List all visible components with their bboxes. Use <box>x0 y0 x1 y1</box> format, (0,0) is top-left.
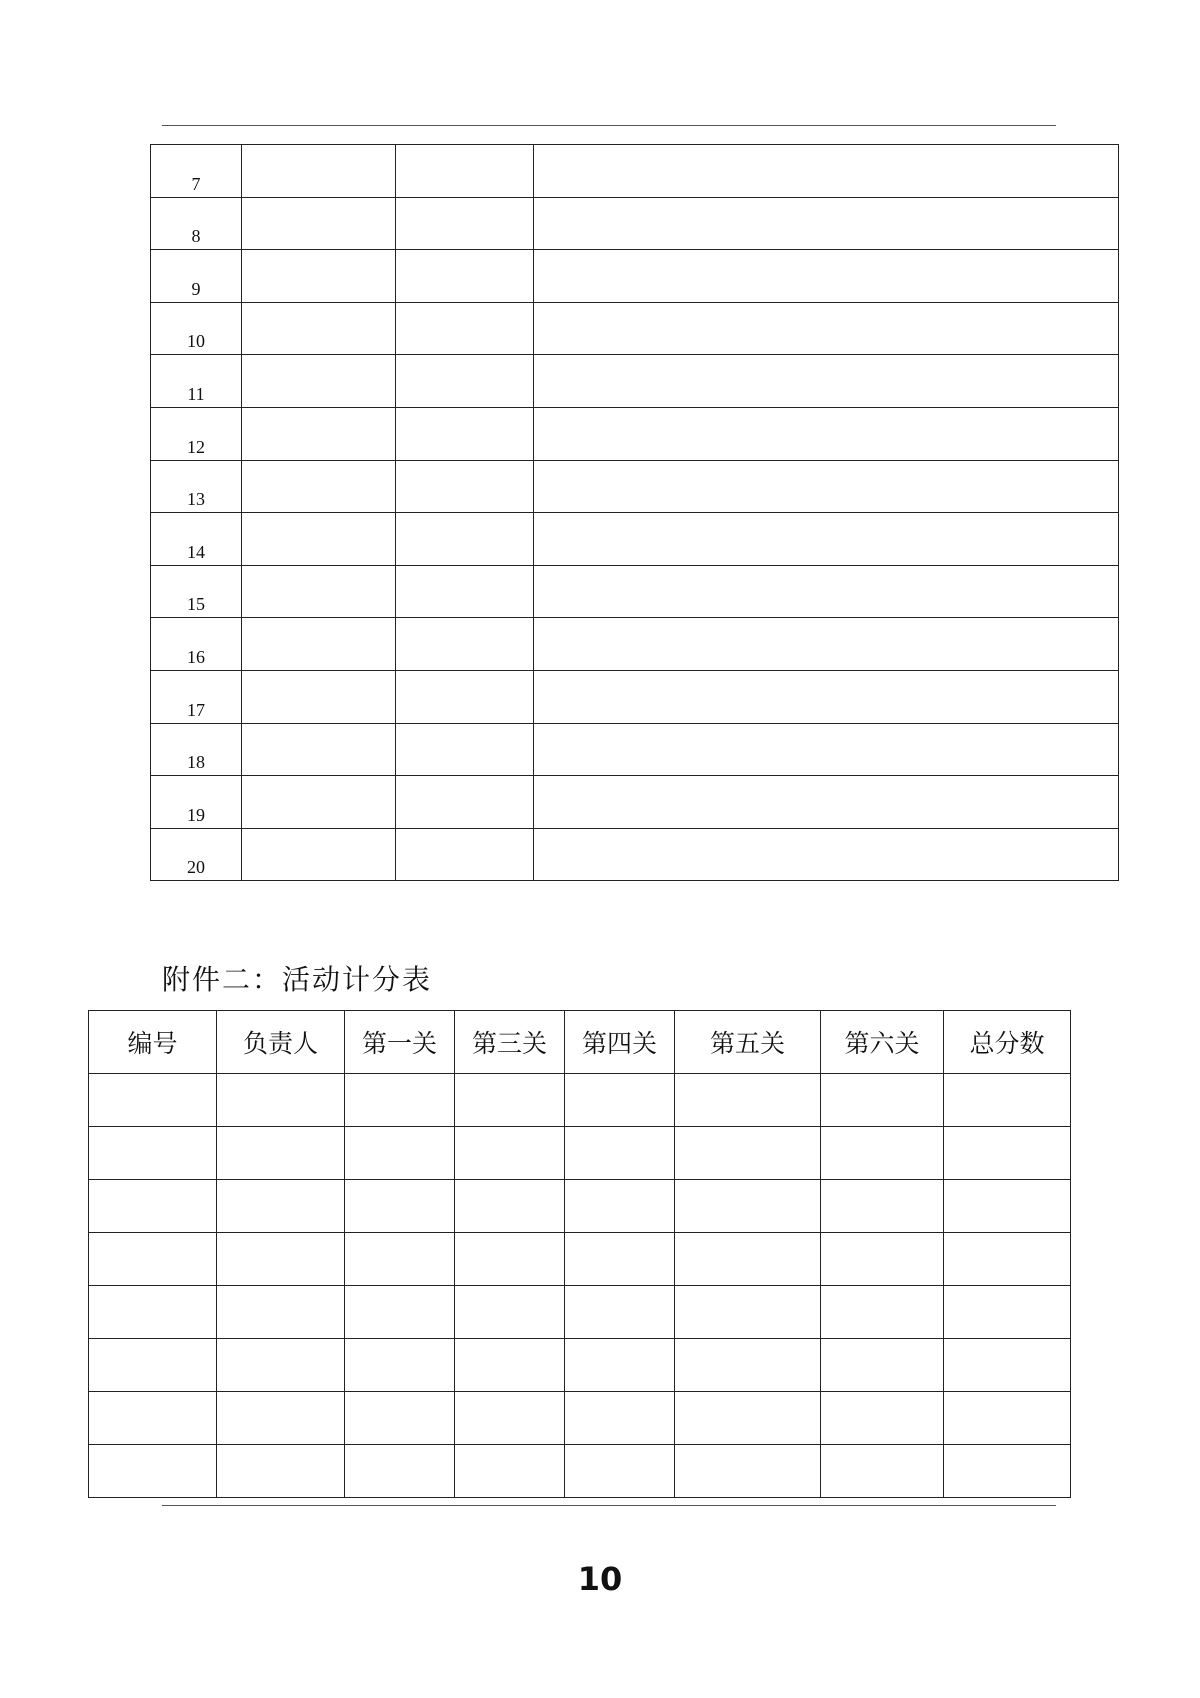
table-cell <box>565 1339 675 1392</box>
table-cell <box>242 145 396 198</box>
table-cell <box>396 565 534 618</box>
table-row <box>151 565 1119 618</box>
table-cell <box>534 460 1119 513</box>
table-row <box>89 1339 1071 1392</box>
table-cell <box>345 1445 455 1498</box>
table-cell <box>565 1180 675 1233</box>
table-row <box>151 250 1119 303</box>
table-cell <box>89 1233 217 1286</box>
table-cell <box>217 1233 345 1286</box>
table-cell <box>455 1233 565 1286</box>
row-number: 8 <box>151 197 242 250</box>
table-row <box>151 460 1119 513</box>
table-cell <box>534 670 1119 723</box>
table-cell <box>345 1392 455 1445</box>
table-cell <box>534 828 1119 881</box>
table-cell <box>396 513 534 566</box>
table-cell <box>455 1445 565 1498</box>
table-cell <box>217 1286 345 1339</box>
table-cell <box>396 460 534 513</box>
table-cell <box>675 1180 821 1233</box>
table-cell <box>455 1127 565 1180</box>
table-row <box>151 407 1119 460</box>
table-cell <box>821 1233 944 1286</box>
table-cell <box>534 250 1119 303</box>
table-cell <box>217 1392 345 1445</box>
table-cell <box>345 1339 455 1392</box>
table-cell <box>455 1180 565 1233</box>
table-row <box>89 1286 1071 1339</box>
footer-rule <box>162 1505 1056 1506</box>
table-cell <box>242 302 396 355</box>
table-cell <box>565 1127 675 1180</box>
table-cell <box>565 1233 675 1286</box>
table-cell <box>242 618 396 671</box>
table-cell <box>534 407 1119 460</box>
column-header: 编号 <box>89 1011 217 1074</box>
table-cell <box>396 355 534 408</box>
table-row <box>151 513 1119 566</box>
column-header: 第六关 <box>821 1011 944 1074</box>
table-cell <box>821 1180 944 1233</box>
table-cell <box>89 1074 217 1127</box>
table-cell <box>242 407 396 460</box>
table-row <box>151 302 1119 355</box>
column-header: 第五关 <box>675 1011 821 1074</box>
table-cell <box>455 1286 565 1339</box>
score-table-header-row <box>89 1011 1071 1074</box>
row-number: 18 <box>151 723 242 776</box>
table-cell <box>345 1286 455 1339</box>
row-number: 11 <box>151 355 242 408</box>
row-number: 20 <box>151 828 242 881</box>
table-cell <box>944 1339 1071 1392</box>
table-cell <box>89 1392 217 1445</box>
table-cell <box>821 1074 944 1127</box>
row-number: 9 <box>151 250 242 303</box>
table-cell <box>455 1392 565 1445</box>
row-number: 12 <box>151 407 242 460</box>
table-cell <box>242 513 396 566</box>
row-number: 13 <box>151 460 242 513</box>
table-cell <box>217 1339 345 1392</box>
attachment-title: 附件二：活动计分表 <box>162 963 433 996</box>
header-rule <box>162 125 1056 126</box>
table-cell <box>675 1286 821 1339</box>
table-cell <box>396 197 534 250</box>
table-cell <box>534 513 1119 566</box>
column-header: 总分数 <box>944 1011 1071 1074</box>
table-cell <box>821 1286 944 1339</box>
table-cell <box>396 723 534 776</box>
table-row <box>151 355 1119 408</box>
table-row <box>89 1127 1071 1180</box>
table-cell <box>396 145 534 198</box>
table-cell <box>565 1286 675 1339</box>
table-cell <box>534 723 1119 776</box>
column-header: 第四关 <box>565 1011 675 1074</box>
table-cell <box>396 618 534 671</box>
table-cell <box>242 460 396 513</box>
table-cell <box>821 1392 944 1445</box>
table-cell <box>944 1445 1071 1498</box>
table-cell <box>675 1445 821 1498</box>
row-number: 14 <box>151 513 242 566</box>
table-cell <box>396 250 534 303</box>
table-cell <box>944 1127 1071 1180</box>
table-cell <box>217 1445 345 1498</box>
table-cell <box>565 1392 675 1445</box>
table-cell <box>345 1180 455 1233</box>
table-row <box>151 145 1119 198</box>
table-cell <box>675 1339 821 1392</box>
table-cell <box>396 828 534 881</box>
table-cell <box>396 407 534 460</box>
table-cell <box>944 1180 1071 1233</box>
table-cell <box>242 197 396 250</box>
table-cell <box>534 197 1119 250</box>
column-header: 负责人 <box>217 1011 345 1074</box>
table-cell <box>217 1074 345 1127</box>
table-row <box>151 618 1119 671</box>
table-row <box>89 1233 1071 1286</box>
table-row <box>151 670 1119 723</box>
table-cell <box>534 776 1119 829</box>
row-number: 16 <box>151 618 242 671</box>
table-cell <box>534 565 1119 618</box>
row-number: 19 <box>151 776 242 829</box>
row-number: 7 <box>151 145 242 198</box>
signup-table-continued <box>150 144 1119 881</box>
table-row <box>89 1392 1071 1445</box>
table-cell <box>534 302 1119 355</box>
row-number: 17 <box>151 670 242 723</box>
table-cell <box>565 1074 675 1127</box>
table-cell <box>944 1286 1071 1339</box>
table-row <box>151 828 1119 881</box>
table-cell <box>396 302 534 355</box>
table-cell <box>217 1127 345 1180</box>
table-cell <box>89 1127 217 1180</box>
table-cell <box>675 1127 821 1180</box>
table-cell <box>345 1127 455 1180</box>
table-cell <box>89 1180 217 1233</box>
table-cell <box>242 670 396 723</box>
row-number: 15 <box>151 565 242 618</box>
table-cell <box>396 670 534 723</box>
table-row <box>151 197 1119 250</box>
table-cell <box>944 1392 1071 1445</box>
table-cell <box>242 723 396 776</box>
table-cell <box>345 1074 455 1127</box>
table-cell <box>89 1445 217 1498</box>
table-cell <box>534 618 1119 671</box>
table-cell <box>242 776 396 829</box>
table-cell <box>565 1445 675 1498</box>
row-number: 10 <box>151 302 242 355</box>
table-cell <box>89 1339 217 1392</box>
table-cell <box>944 1074 1071 1127</box>
table-cell <box>396 776 534 829</box>
table-cell <box>217 1180 345 1233</box>
table-cell <box>242 250 396 303</box>
table-cell <box>534 145 1119 198</box>
table-cell <box>89 1286 217 1339</box>
table-cell <box>534 355 1119 408</box>
table-row <box>151 776 1119 829</box>
column-header: 第一关 <box>345 1011 455 1074</box>
table-row <box>89 1445 1071 1498</box>
table-cell <box>675 1074 821 1127</box>
table-cell <box>242 828 396 881</box>
score-table <box>88 1010 1071 1498</box>
table-cell <box>675 1392 821 1445</box>
table-cell <box>455 1339 565 1392</box>
table-cell <box>242 355 396 408</box>
table-cell <box>821 1127 944 1180</box>
table-cell <box>944 1233 1071 1286</box>
table-row <box>89 1074 1071 1127</box>
page-number: 10 <box>577 1560 623 1598</box>
table-cell <box>242 565 396 618</box>
table-row <box>151 723 1119 776</box>
table-cell <box>821 1339 944 1392</box>
column-header: 第三关 <box>455 1011 565 1074</box>
table-cell <box>455 1074 565 1127</box>
table-cell <box>675 1233 821 1286</box>
table-cell <box>345 1233 455 1286</box>
table-row <box>89 1180 1071 1233</box>
table-cell <box>821 1445 944 1498</box>
